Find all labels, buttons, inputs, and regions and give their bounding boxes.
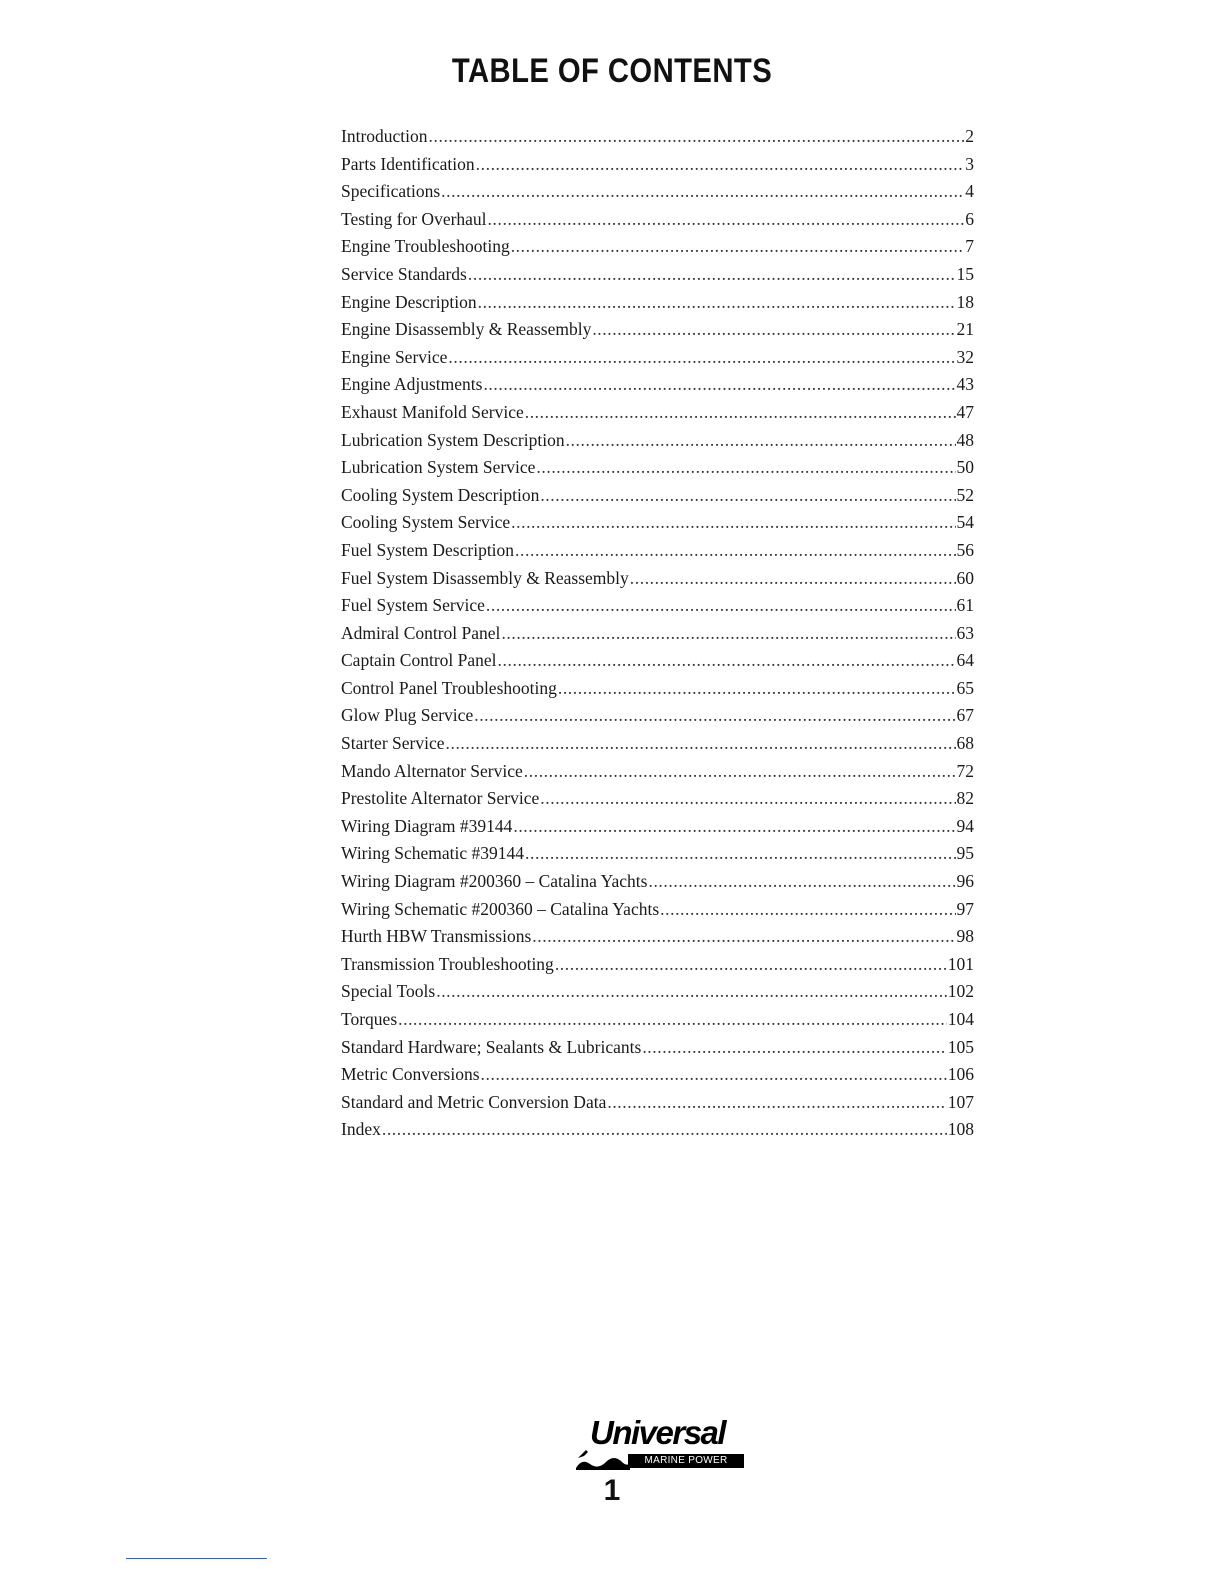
toc-entry[interactable] xyxy=(341,289,974,317)
toc-entry[interactable] xyxy=(341,785,974,813)
toc-entry-title: Engine Troubleshooting xyxy=(341,236,510,257)
dot-leader xyxy=(592,316,955,344)
toc-entry-page: 101 xyxy=(947,953,974,974)
toc-entry-title: Wiring Diagram #200360 – Catalina Yachts xyxy=(341,871,648,892)
toc-entry-title: Introduction xyxy=(341,126,428,146)
toc-entry-page: 3 xyxy=(965,153,974,174)
page-number: 1 xyxy=(603,1474,621,1507)
toc-entry-page: 56 xyxy=(956,539,974,560)
toc-entry-title: Engine Service xyxy=(341,346,448,367)
logo-tagline: MARINE POWER xyxy=(644,1455,728,1466)
toc-entry-page: 4 xyxy=(965,181,974,202)
toc-entry[interactable] xyxy=(341,482,974,510)
toc-entry[interactable] xyxy=(341,233,974,261)
toc-entry-title: Cooling System Service xyxy=(341,512,511,533)
dot-leader xyxy=(468,261,956,289)
toc-entry[interactable] xyxy=(341,344,974,372)
toc-entry-title: Wiring Diagram #39144 xyxy=(341,815,513,836)
toc-entry[interactable] xyxy=(341,206,974,234)
toc-entry-title: Parts Identification xyxy=(341,153,475,174)
toc-entry-page: 43 xyxy=(956,374,974,395)
footnote-rule xyxy=(126,1558,267,1559)
toc-entry-title: Fuel System Description xyxy=(341,539,515,560)
toc-entry-page: 98 xyxy=(956,926,974,947)
dot-leader xyxy=(486,592,956,620)
dot-leader xyxy=(515,537,955,565)
toc-entry[interactable] xyxy=(341,261,974,289)
toc-entry-title: Fuel System Disassembly & Reassembly xyxy=(341,567,629,588)
toc-entry[interactable] xyxy=(341,399,974,427)
toc-entry[interactable] xyxy=(341,620,974,648)
toc-entry-page: 6 xyxy=(965,208,974,229)
toc-entry-title: Prestolite Alternator Service xyxy=(341,788,540,809)
toc-entry[interactable] xyxy=(341,840,974,868)
toc-entry-title: Control Panel Troubleshooting xyxy=(341,677,557,698)
toc-entry-title: Starter Service xyxy=(341,733,445,754)
dot-leader xyxy=(660,896,955,924)
toc-entry-page: 102 xyxy=(947,981,974,1002)
toc-entry[interactable] xyxy=(341,896,974,924)
dot-leader xyxy=(642,1034,946,1062)
dot-leader xyxy=(648,868,955,896)
toc-entry-title: Metric Conversions xyxy=(341,1064,480,1085)
dot-leader xyxy=(478,289,956,317)
dot-leader xyxy=(525,399,956,427)
dot-leader xyxy=(555,951,947,979)
toc-entry-title: Glow Plug Service xyxy=(341,705,474,726)
dot-leader xyxy=(446,730,956,758)
toc-entry-title: Standard Hardware; Sealants & Lubricants xyxy=(341,1036,642,1057)
dot-leader xyxy=(481,1061,947,1089)
toc-entry[interactable] xyxy=(341,647,974,675)
dot-leader xyxy=(441,178,964,206)
dot-leader xyxy=(448,344,955,372)
dot-leader xyxy=(498,647,956,675)
toc-entry-page: 72 xyxy=(956,760,974,781)
toc-entry-page: 105 xyxy=(947,1036,974,1057)
toc-entry[interactable] xyxy=(341,123,974,151)
toc-entry[interactable] xyxy=(341,1089,974,1117)
dot-leader xyxy=(501,620,955,648)
page-title: TABLE OF CONTENTS xyxy=(451,52,773,90)
toc-entry[interactable] xyxy=(341,371,974,399)
toc-entry-title: Engine Disassembly & Reassembly xyxy=(341,319,592,340)
toc-entry-title: Engine Adjustments xyxy=(341,374,483,395)
toc-entry-page: 18 xyxy=(956,291,974,312)
toc-entry-title: Standard and Metric Conversion Data xyxy=(341,1091,607,1112)
toc-entry-title: Fuel System Service xyxy=(341,595,485,616)
toc-entry[interactable] xyxy=(341,758,974,786)
toc-entry[interactable] xyxy=(341,951,974,979)
toc-entry-title: Torques xyxy=(341,1009,398,1029)
dot-leader xyxy=(429,123,965,151)
toc-entry-title: Testing for Overhaul xyxy=(341,208,487,229)
toc-entry[interactable] xyxy=(341,454,974,482)
toc-entry-page: 48 xyxy=(956,429,974,450)
logo-wordmark: Universal xyxy=(590,1414,726,1451)
toc-entry-page: 47 xyxy=(956,401,974,422)
toc-entry[interactable] xyxy=(341,702,974,730)
dot-leader xyxy=(540,482,955,510)
toc-entry-title: Wiring Schematic #200360 – Catalina Yachts xyxy=(341,898,660,919)
toc-entry[interactable] xyxy=(341,178,974,206)
dot-leader xyxy=(511,509,955,537)
toc-entry[interactable] xyxy=(341,868,974,896)
toc-entry-page: 104 xyxy=(947,1009,974,1029)
toc-entry[interactable] xyxy=(341,537,974,565)
toc-entry-page: 63 xyxy=(956,622,974,643)
dot-leader xyxy=(532,923,955,951)
dot-leader xyxy=(513,813,955,841)
dot-leader xyxy=(476,151,965,179)
toc-entry[interactable] xyxy=(341,427,974,455)
toc-entry-title: Hurth HBW Transmissions xyxy=(341,926,532,947)
toc-entry-title: Exhaust Manifold Service xyxy=(341,401,524,422)
table-of-contents xyxy=(341,123,974,1144)
toc-entry-page: 61 xyxy=(956,595,974,616)
toc-entry-title: Lubrication System Service xyxy=(341,457,536,478)
toc-entry-page: 54 xyxy=(956,512,974,533)
toc-entry-page: 95 xyxy=(956,843,974,864)
dot-leader xyxy=(607,1089,946,1117)
toc-entry[interactable] xyxy=(341,592,974,620)
toc-entry-title: Cooling System Description xyxy=(341,484,540,505)
toc-entry-page: 50 xyxy=(956,457,974,478)
toc-entry-page: 68 xyxy=(956,733,974,754)
toc-entry-title: Special Tools xyxy=(341,981,436,1002)
dot-leader xyxy=(536,454,955,482)
toc-entry-page: 64 xyxy=(956,650,974,671)
toc-entry[interactable] xyxy=(341,1116,974,1144)
dot-leader xyxy=(483,371,955,399)
toc-entry-page: 60 xyxy=(956,567,974,588)
toc-entry-page: 32 xyxy=(956,346,974,367)
toc-entry-title: Service Standards xyxy=(341,263,467,284)
toc-entry-page: 21 xyxy=(956,319,974,340)
dot-leader xyxy=(524,758,956,786)
toc-entry-page: 96 xyxy=(956,871,974,892)
toc-entry[interactable] xyxy=(341,565,974,593)
dot-leader xyxy=(398,1006,947,1034)
dot-leader xyxy=(488,206,965,234)
toc-entry-title: Engine Description xyxy=(341,291,477,312)
dot-leader xyxy=(525,840,955,868)
toc-entry-page: 15 xyxy=(956,263,974,284)
dot-leader xyxy=(436,978,947,1006)
toc-entry[interactable] xyxy=(341,1061,974,1089)
toc-entry-title: Captain Control Panel xyxy=(341,650,497,671)
toc-entry[interactable] xyxy=(341,316,974,344)
dot-leader xyxy=(382,1116,947,1144)
toc-entry-page: 97 xyxy=(956,898,974,919)
toc-entry-title: Admiral Control Panel xyxy=(341,622,501,643)
toc-entry-page: 7 xyxy=(965,236,974,257)
toc-entry-page: 107 xyxy=(947,1091,974,1112)
toc-entry-page: 106 xyxy=(947,1064,974,1085)
dot-leader xyxy=(540,785,955,813)
toc-entry-title: Lubrication System Description xyxy=(341,429,565,450)
toc-entry-page: 82 xyxy=(956,788,974,809)
dot-leader xyxy=(630,565,956,593)
toc-entry-page: 94 xyxy=(956,815,974,836)
toc-entry-title: Wiring Schematic #39144 xyxy=(341,843,525,864)
toc-entry-title: Transmission Troubleshooting xyxy=(341,953,554,974)
toc-entry[interactable] xyxy=(341,675,974,703)
toc-entry[interactable] xyxy=(341,923,974,951)
toc-entry[interactable] xyxy=(341,1034,974,1062)
dot-leader xyxy=(511,233,965,261)
toc-entry-page: 67 xyxy=(956,705,974,726)
toc-entry[interactable] xyxy=(341,813,974,841)
toc-entry-title: Specifications xyxy=(341,181,441,202)
toc-entry[interactable] xyxy=(341,978,974,1006)
toc-entry[interactable] xyxy=(341,509,974,537)
toc-entry-page: 65 xyxy=(956,677,974,698)
toc-entry[interactable] xyxy=(341,151,974,179)
dot-leader xyxy=(474,702,955,730)
toc-entry-page: 108 xyxy=(947,1119,974,1140)
toc-entry[interactable] xyxy=(341,730,974,758)
universal-marine-power-logo xyxy=(576,1416,746,1472)
dot-leader xyxy=(558,675,956,703)
toc-entry-page: 52 xyxy=(956,484,974,505)
toc-entry-page: 2 xyxy=(965,126,974,146)
dot-leader xyxy=(566,427,956,455)
toc-entry[interactable] xyxy=(341,1006,974,1034)
toc-entry-title: Index xyxy=(341,1119,381,1140)
toc-entry-title: Mando Alternator Service xyxy=(341,760,523,781)
